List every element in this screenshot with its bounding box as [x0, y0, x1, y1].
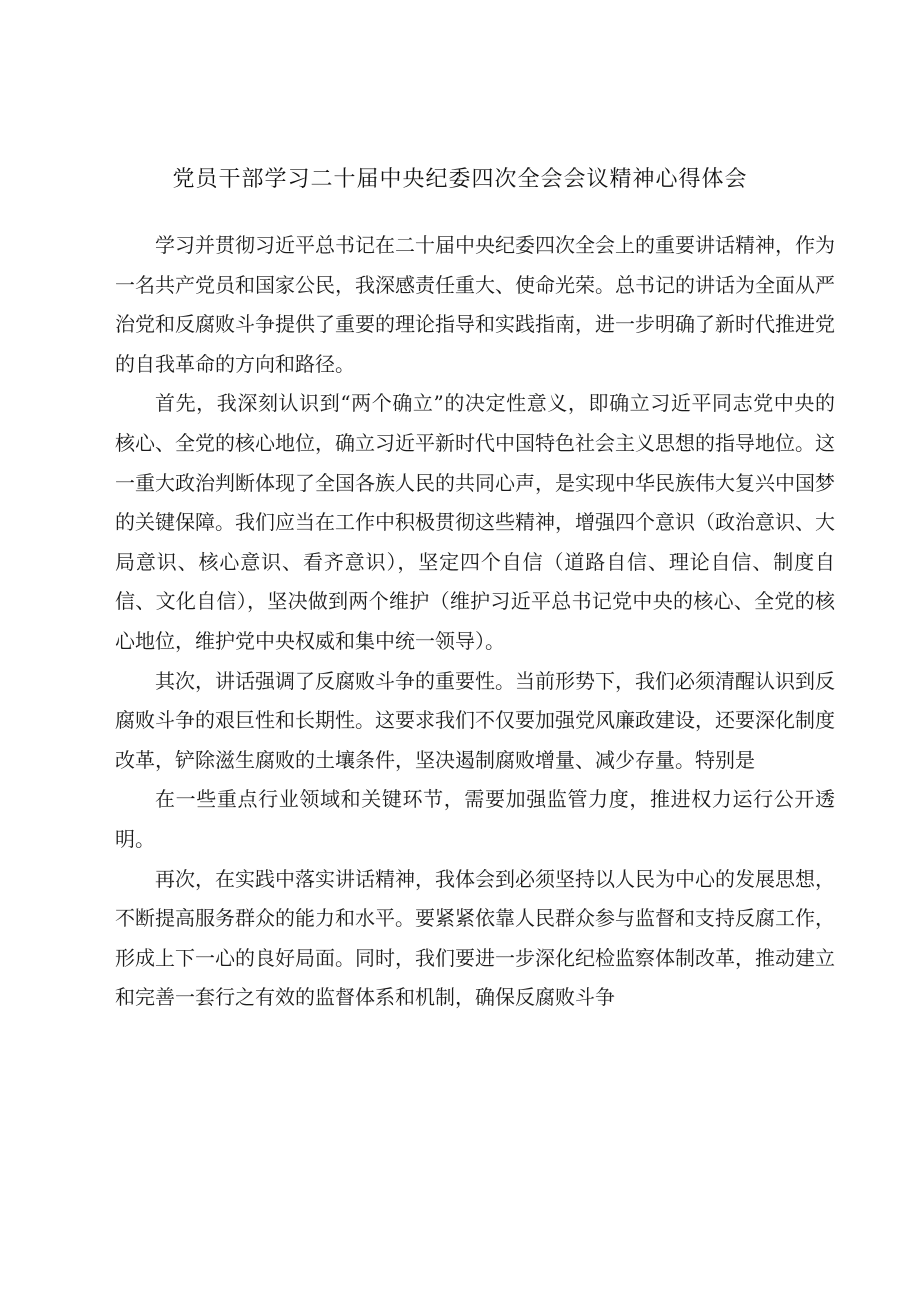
paragraph-2: 首先，我深刻认识到“两个确立”的决定性意义，即确立习近平同志党中央的核心、全党的核心地位，确立习近平新时代中国特色社会主义思想的指导地位。这一重大政治判断体现了全国各族人民的共同心声，是实现中华民族伟大复兴中国梦的关键保障。我们应当在工作中积极贯彻这些精神，增强四个意识（政治意识、大局意识、核心意识、看齐意识），坚定四个自信（道路自信、理论自信、制度自信、文化自信），坚决做到两个维护（维护习近平总书记党中央的核心、全党的核心地位，维护党中央权威和集中统一领导）。: [115, 391, 835, 653]
paragraph-3: 其次，讲话强调了反腐败斗争的重要性。当前形势下，我们必须清醒认识到反腐败斗争的艰巨性和长期性。这要求我们不仅要加强党风廉政建设，还要深化制度改革，铲除滋生腐败的土壤条件，坚决遏制腐败增量、减少存量。特别是: [115, 668, 835, 772]
document-body: [115, 226, 835, 1018]
document-title: 党员干部学习二十届中央纪委四次全会会议精神心得体会: [172, 167, 748, 192]
paragraph-4: 在一些重点行业领域和关键环节，需要加强监管力度，推进权力运行公开透明。: [115, 787, 835, 851]
paragraph-1: 学习并贯彻习近平总书记在二十届中央纪委四次全会上的重要讲话精神，作为一名共产党员和国家公民，我深感责任重大、使命光荣。总书记的讲话为全面从严治党和反腐败斗争提供了重要的理论指导和实践指南，进一步明确了新时代推进党的自我革命的方向和路径。: [115, 233, 835, 376]
paragraph-5: 再次，在实践中落实讲话精神，我体会到必须坚持以人民为中心的发展思想，不断提高服务群众的能力和水平。要紧紧依靠人民群众参与监督和支持反腐工作，形成上下一心的良好局面。同时，我们要进一步深化纪检监察体制改革，推动建立和完善一套行之有效的监督体系和机制，确保反腐败斗争: [115, 866, 835, 1010]
